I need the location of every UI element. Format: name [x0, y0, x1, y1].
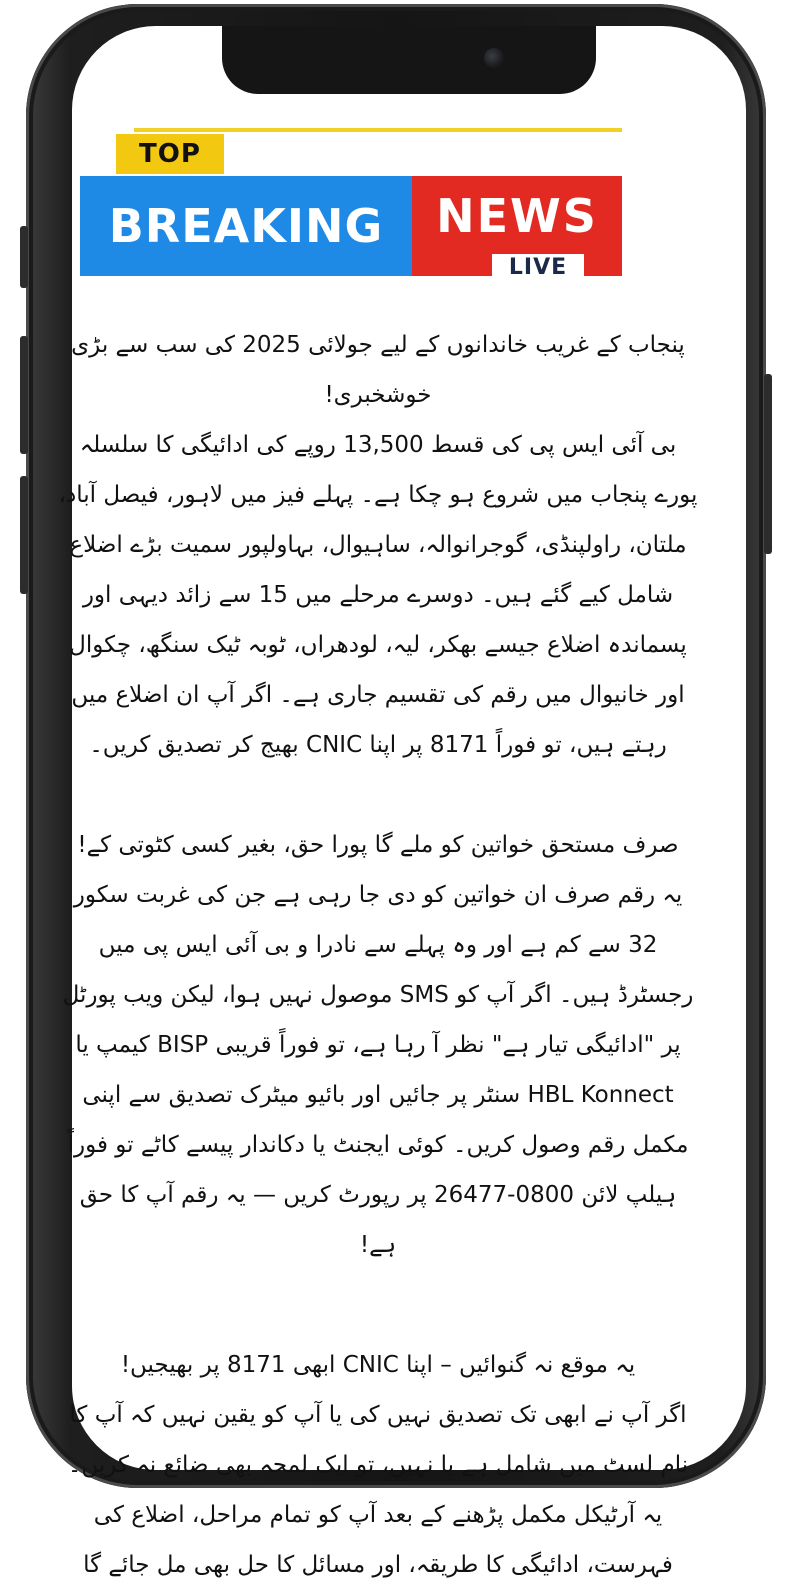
silent-switch	[20, 226, 28, 288]
live-tag: LIVE	[492, 254, 584, 280]
section-3-heading: یہ موقع نہ گنوائیں – اپنا CNIC ابھی 8171 پر بھیجیں!	[120, 1352, 636, 1378]
section-3-paragraph: اگر آپ نے ابھی تک تصدیق نہیں کی یا آپ کو یقین نہیں کہ آپ کا نام لسٹ میں شامل ہے یا نہیں، تو ایک لمحہ بھی ضائع نہ کریں۔ یہ آرٹیکل مکمل پڑھنے کے بعد آپ کو تمام مراحل، اضلاع کی فہرست، ادائیگی کا طریقہ، اور مسائل کا حل بھی مل جائے گا	[67, 1402, 689, 1578]
section-2-heading: صرف مستحق خواتین کو ملے گا پورا حق، بغیر کسی کٹوتی کے!	[77, 832, 679, 858]
banner-accent-line	[134, 128, 622, 132]
section-1-paragraph: بی آئی ایس پی کی قسط 13,500 روپے کی ادائیگی کا سلسلہ پورے پنجاب میں شروع ہو چکا ہے۔ پہلے فیز میں لاہور، فیصل آباد، ملتان، راولپنڈی، گوجرانوالہ، ساہیوال، بہاولپور سمیت بڑے اضلاع شامل کیے گئے ہیں۔ دوسرے مرحلے میں 15 سے زائد دیہی اور پسماندہ اضلاع جیسے بھکر، لیہ، لودھراں، ٹوبہ ٹیک سنگھ، چکوال اور خانیوال میں رقم کی تقسیم جاری ہے۔ اگر آپ ان اضلاع میں رہتے ہیں، تو فوراً 8171 پر اپنا CNIC بھیج کر تصدیق کریں۔	[58, 432, 698, 758]
news-label: NEWS	[412, 176, 622, 276]
volume-down-button	[20, 476, 28, 594]
breaking-label: BREAKING	[80, 176, 412, 276]
front-camera-icon	[484, 48, 504, 68]
section-1-heading: پنجاب کے غریب خاندانوں کے لیے جولائی 2025 کی سب سے بڑی خوشخبری!	[71, 332, 685, 408]
section-spacer	[58, 770, 698, 820]
section-spacer	[58, 1270, 698, 1340]
volume-up-button	[20, 336, 28, 454]
breaking-news-banner	[80, 128, 626, 278]
power-button	[764, 374, 772, 554]
notch	[222, 26, 596, 94]
article-body	[58, 320, 698, 1590]
section-2-paragraph: یہ رقم صرف ان خواتین کو دی جا رہی ہے جن کی غربت سکور 32 سے کم ہے اور وہ پہلے سے نادرا و بی آئی ایس پی میں رجسٹرڈ ہیں۔ اگر آپ کو SMS موصول نہیں ہوا، لیکن ویب پورٹل پر "ادائیگی تیار ہے" نظر آ رہا ہے، تو فوراً قریبی BISP کیمپ یا HBL Konnect سنٹر پر جائیں اور بائیو میٹرک تصدیق سے اپنی مکمل رقم وصول کریں۔ کوئی ایجنٹ یا دکاندار پیسے کاٹے تو فوراً ہیلپ لائن 0800-26477 پر رپورٹ کریں — یہ رقم آپ کا حق ہے!	[62, 882, 694, 1258]
top-tag: TOP	[116, 134, 224, 174]
